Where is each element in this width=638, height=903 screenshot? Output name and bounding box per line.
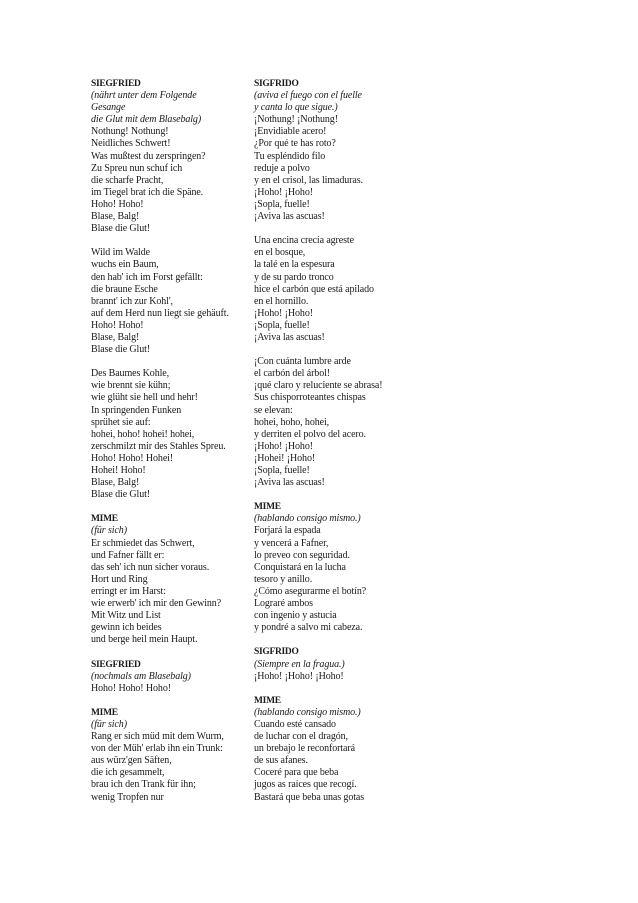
german-verse-line: Neidliches Schwert! bbox=[91, 138, 171, 150]
german-verse-line: hohei, hoho! hohei! hohei, bbox=[91, 428, 195, 440]
spanish-verse-line: Bastará que beba unas gotas bbox=[254, 791, 365, 803]
german-verse-line: wie erwerb' ich mir den Gewinn? bbox=[91, 598, 222, 610]
spanish-verse-line: ¡Aviva las ascuas! bbox=[254, 477, 325, 489]
german-verse-line: wenig Tropfen nur bbox=[91, 791, 164, 803]
spanish-verse-line: Sus chisporroteantes chispas bbox=[254, 392, 366, 404]
spanish-stage-direction: y canta lo que sigue.) bbox=[254, 102, 338, 114]
german-verse-line: wuchs ein Baum, bbox=[91, 259, 159, 271]
spanish-verse-line: ¡Envidiable acero! bbox=[254, 126, 327, 138]
spanish-verse-line: ¡Sopla, fuelle! bbox=[254, 319, 310, 331]
german-verse-line: auf dem Herd nun liegt sie gehäuft. bbox=[91, 307, 229, 319]
spanish-verse-line: Tu espléndido filo bbox=[254, 150, 326, 162]
german-speaker-name: MIME bbox=[91, 514, 118, 525]
german-verse-line: Nothung! Nothung! bbox=[91, 126, 169, 138]
spanish-verse-line: de sus afanes. bbox=[254, 755, 308, 767]
spanish-stage-direction: (hablando consigo mismo.) bbox=[254, 706, 361, 718]
german-verse-line: In springenden Funken bbox=[91, 404, 182, 416]
german-verse-line: erringt er im Harst: bbox=[91, 585, 166, 597]
german-verse-line: Des Baumes Kohle, bbox=[91, 368, 170, 380]
german-verse-line: Blase, Balg! bbox=[91, 477, 140, 489]
german-verse-line: und Fafner fällt er: bbox=[91, 549, 165, 561]
german-verse-line: Blase die Glut! bbox=[91, 489, 151, 501]
spanish-blank-line bbox=[254, 489, 404, 501]
spanish-verse-line: ¡Sopla, fuelle! bbox=[254, 198, 310, 210]
german-blank-line bbox=[91, 695, 251, 707]
spanish-verse-line: jugos as raíces que recogí. bbox=[254, 779, 357, 791]
german-verse-line: die scharfe Pracht, bbox=[91, 174, 164, 186]
german-verse-line: zerschmilzt mir des Stahles Spreu. bbox=[91, 440, 226, 452]
german-verse-line: das seh' ich nun sicher voraus. bbox=[91, 561, 210, 573]
spanish-speaker-name: MIME bbox=[254, 695, 281, 706]
german-stage-direction: die Glut mit dem Blasebalg) bbox=[91, 114, 202, 126]
spanish-verse-line: ¡Nothung! ¡Nothung! bbox=[254, 114, 338, 126]
spanish-verse-line: de luchar con el dragón, bbox=[254, 731, 348, 743]
spanish-verse-line: ¡Sopla, fuelle! bbox=[254, 465, 310, 476]
spanish-verse-line: ¡Aviva las ascuas! bbox=[254, 331, 325, 343]
spanish-verse-line: reduje a polvo bbox=[254, 162, 310, 174]
spanish-verse-line: y de su pardo tronco bbox=[254, 271, 334, 283]
spanish-verse-line: ¡Hoho! ¡Hoho! bbox=[254, 186, 313, 198]
german-verse-line: Blase die Glut! bbox=[91, 223, 151, 235]
german-verse-line: Blase, Balg! bbox=[91, 211, 140, 223]
spanish-verse-line: Una encina crecía agreste bbox=[254, 235, 354, 247]
spanish-verse-line: tesoro y anillo. bbox=[254, 573, 313, 585]
german-verse-line: Mit Witz und List bbox=[91, 610, 161, 622]
german-stage-direction: (für sich) bbox=[91, 525, 127, 537]
spanish-verse-line: en el hornillo. bbox=[254, 295, 309, 307]
german-verse-line: Zu Spreu nun schuf ich bbox=[91, 162, 183, 174]
german-blank-line bbox=[91, 235, 251, 247]
spanish-verse-line: ¡Con cuánta lumbre arde bbox=[254, 356, 351, 368]
spanish-verse-line: lo preveo con seguridad. bbox=[254, 549, 350, 561]
spanish-blank-line bbox=[254, 683, 404, 695]
spanish-verse-line: en el bosque, bbox=[254, 247, 306, 259]
german-stage-direction: (nährt unter dem Folgende bbox=[91, 90, 197, 102]
spanish-verse-line: ¡Hoho! ¡Hoho! bbox=[254, 440, 313, 452]
spanish-verse-line: el carbón del árbol! bbox=[254, 368, 331, 380]
german-stage-direction: (für sich) bbox=[91, 718, 127, 730]
german-stage-direction: Gesange bbox=[91, 102, 126, 114]
spanish-verse-line: Conquistará en la lucha bbox=[254, 561, 346, 573]
german-verse-line: Hoho! Hoho! Hoho! bbox=[91, 682, 171, 694]
spanish-verse-line: y derriten el polvo del acero. bbox=[254, 428, 366, 440]
german-verse-line: sprühet sie auf: bbox=[91, 416, 151, 428]
spanish-blank-line bbox=[254, 223, 404, 235]
spanish-verse-line: Forjará la espada bbox=[254, 525, 321, 537]
german-verse-line: Rang er sich müd mit dem Wurm, bbox=[91, 731, 224, 743]
spanish-verse-line: y vencerá a Fafner, bbox=[254, 537, 329, 549]
spanish-verse-line: y en el crisol, las limaduras. bbox=[254, 174, 363, 186]
german-verse-line: brannt' ich zur Kohl', bbox=[91, 295, 173, 307]
german-verse-line: von der Müh' erlab ihn ein Trunk: bbox=[91, 743, 223, 755]
spanish-speaker-name: SIGFRIDO bbox=[254, 647, 299, 658]
spanish-verse-line: ¿Por qué te has roto? bbox=[254, 138, 336, 150]
spanish-verse-line: con ingenio y astucia bbox=[254, 610, 337, 622]
german-verse-line: Hoho! Hoho! bbox=[91, 198, 144, 210]
spanish-verse-line: ¡Aviva las ascuas! bbox=[254, 211, 325, 223]
spanish-blank-line bbox=[254, 344, 404, 356]
german-verse-line: und berge heil mein Haupt. bbox=[91, 634, 198, 646]
german-verse-line: Hoho! Hoho! Hohei! bbox=[91, 452, 174, 464]
spanish-verse-line: Lograré ambos bbox=[254, 598, 313, 610]
german-stage-direction: (nochmals am Blasebalg) bbox=[91, 670, 191, 682]
spanish-verse-line: ¡Hohei! ¡Hoho! bbox=[254, 452, 316, 464]
german-blank-line bbox=[91, 646, 251, 658]
spanish-verse-line: ¡qué claro y reluciente se abrasa! bbox=[254, 380, 383, 392]
german-verse-line: Er schmiedet das Schwert, bbox=[91, 537, 195, 549]
spanish-stage-direction: (hablando consigo mismo.) bbox=[254, 513, 361, 525]
german-verse-line: gewinn ich beides bbox=[91, 622, 162, 634]
spanish-verse-line: ¡Hoho! ¡Hoho! bbox=[254, 307, 313, 319]
spanish-speaker-name: SIGFRIDO bbox=[254, 79, 299, 89]
german-verse-line: brau ich den Trank für ihn; bbox=[91, 779, 196, 791]
spanish-speaker-name: MIME bbox=[254, 502, 281, 513]
german-verse-line: die braune Esche bbox=[91, 283, 158, 295]
german-text-column bbox=[91, 78, 251, 804]
german-verse-line: Blase die Glut! bbox=[91, 344, 151, 356]
german-blank-line bbox=[91, 356, 251, 368]
german-verse-line: im Tiegel brat ich die Späne. bbox=[91, 186, 204, 198]
spanish-verse-line: Cuando esté cansado bbox=[254, 718, 336, 730]
german-verse-line: Hohei! Hoho! bbox=[91, 465, 146, 476]
spanish-verse-line: un brebajo le reconfortará bbox=[254, 743, 355, 755]
spanish-verse-line: se elevan: bbox=[254, 404, 293, 416]
spanish-verse-line: Coceré para que beba bbox=[254, 767, 339, 779]
spanish-blank-line bbox=[254, 634, 404, 646]
spanish-verse-line: ¡Hoho! ¡Hoho! ¡Hoho! bbox=[254, 670, 344, 682]
german-verse-line: Hoho! Hoho! bbox=[91, 319, 144, 331]
german-speaker-name: MIME bbox=[91, 707, 118, 718]
german-verse-line: Blase, Balg! bbox=[91, 331, 140, 343]
german-verse-line: Was mußtest du zerspringen? bbox=[91, 150, 206, 162]
spanish-stage-direction: (Siempre en la fragua.) bbox=[254, 658, 345, 670]
german-verse-line: Wild im Walde bbox=[91, 247, 150, 259]
spanish-stage-direction: (aviva el fuego con el fuelle bbox=[254, 90, 362, 102]
german-speaker-name: SIEGFRIED bbox=[91, 79, 141, 89]
german-blank-line bbox=[91, 501, 251, 513]
german-speaker-name: SIEGFRIED bbox=[91, 659, 141, 670]
spanish-verse-line: hice el carbón que está apilado bbox=[254, 283, 374, 295]
spanish-verse-line: ¿Cómo asegurarme el botín? bbox=[254, 585, 367, 597]
german-verse-line: die ich gesammelt, bbox=[91, 767, 165, 779]
spanish-verse-line: hohei, hoho, hohei, bbox=[254, 416, 330, 428]
german-verse-line: aus würz'gen Säften, bbox=[91, 755, 172, 767]
german-verse-line: wie glüht sie hell und hehr! bbox=[91, 392, 198, 404]
german-verse-line: Hort und Ring bbox=[91, 573, 148, 585]
spanish-text-column bbox=[254, 78, 404, 804]
spanish-verse-line: la talé en la espesura bbox=[254, 259, 335, 271]
german-verse-line: den hab' ich im Forst gefällt: bbox=[91, 271, 203, 283]
german-verse-line: wie brennt sie kühn; bbox=[91, 380, 171, 392]
spanish-verse-line: y pondré a salvo mi cabeza. bbox=[254, 622, 363, 634]
